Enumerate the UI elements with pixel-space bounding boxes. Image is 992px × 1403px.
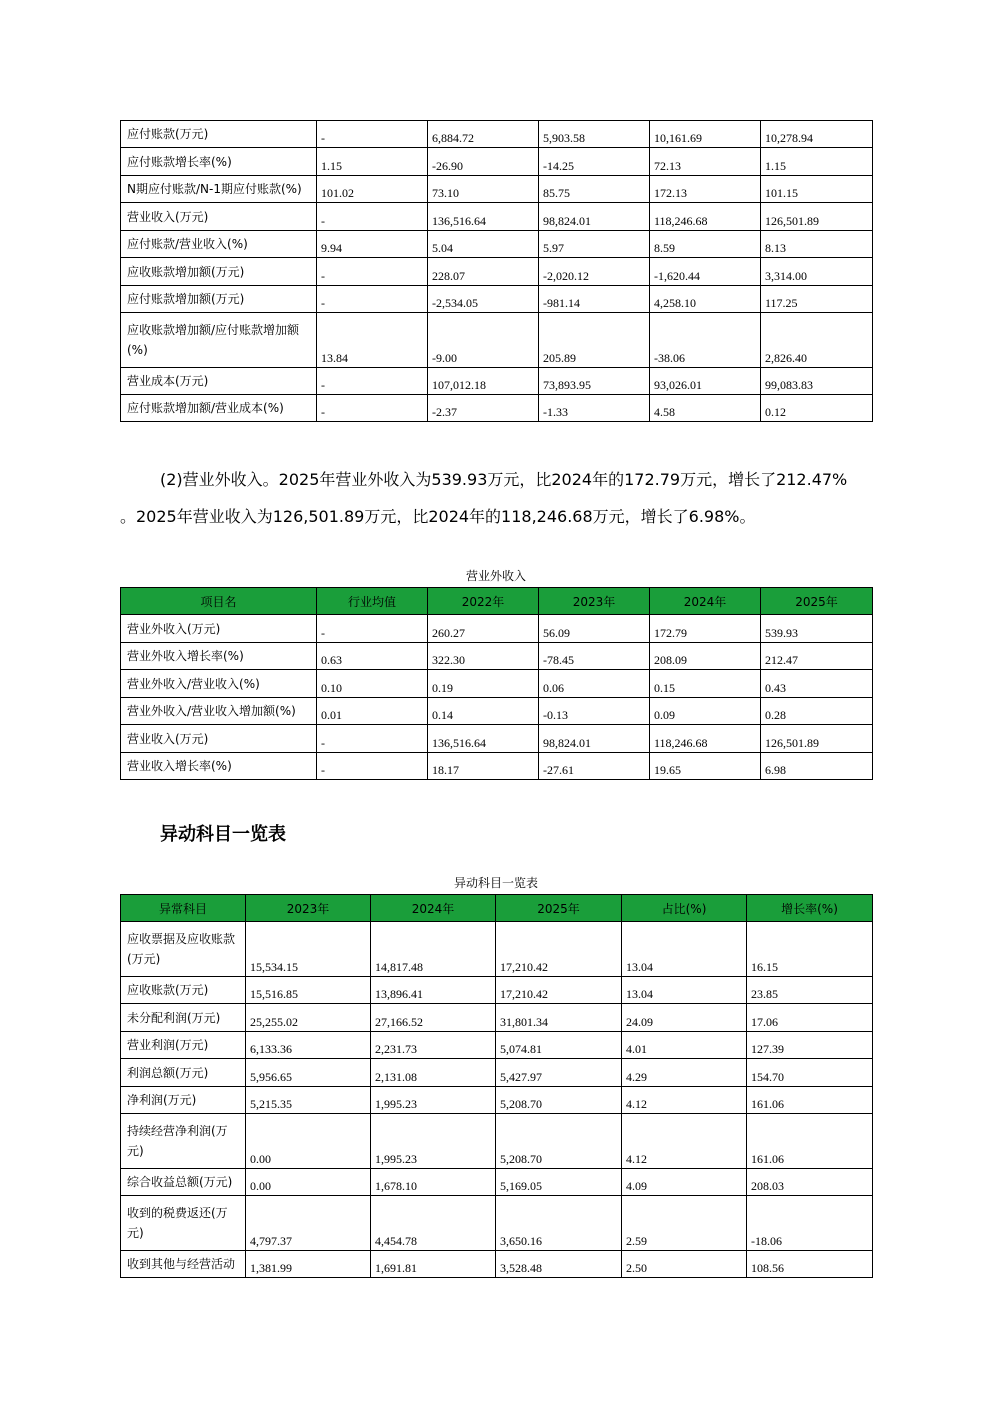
paragraph-line-1: (2)营业外收入。2025年营业外收入为539.93万元，比2024年的172.79万元，增长了212.47%	[160, 470, 848, 489]
table-cell: 5,215.35	[246, 1087, 371, 1114]
table-cell: 18.17	[428, 753, 539, 780]
table-cell: 107,012.18	[428, 368, 539, 395]
table-cell: 13.84	[317, 313, 428, 368]
table-cell: 0.10	[317, 670, 428, 698]
table-row	[121, 258, 873, 286]
table-row	[121, 670, 873, 698]
table-cell: 4.12	[622, 1087, 747, 1114]
table-cell: 85.75	[539, 176, 650, 203]
table2-caption: 营业外收入	[465, 569, 526, 583]
table3-caption: 异动科目一览表	[453, 876, 538, 890]
table-row	[121, 286, 873, 313]
row-label: 应付账款(万元)	[121, 121, 317, 148]
table-cell: 72.13	[650, 148, 761, 176]
table-cell: 73.10	[428, 176, 539, 203]
table-cell: 1,995.23	[371, 1114, 496, 1169]
row-label: 净利润(万元)	[121, 1087, 246, 1114]
table-cell: 0.28	[761, 698, 873, 725]
table-cell: 0.63	[317, 643, 428, 670]
table-row	[121, 698, 873, 725]
table-cell: -	[317, 615, 428, 643]
table-cell: 73,893.95	[539, 368, 650, 395]
table-cell: 136,516.64	[428, 725, 539, 753]
table-cell: 17,210.42	[496, 922, 622, 977]
table-row	[121, 395, 873, 422]
table-cell: 4,454.78	[371, 1196, 496, 1251]
table-cell: 16.15	[747, 922, 873, 977]
table-row	[121, 203, 873, 231]
table-cell: 4,797.37	[246, 1196, 371, 1251]
table-cell: 1.15	[761, 148, 873, 176]
row-label: N期应付账款/N-1期应付账款(%)	[121, 176, 317, 203]
table-cell: 0.43	[761, 670, 873, 698]
table-cell: 0.14	[428, 698, 539, 725]
table-cell: 17.06	[747, 1004, 873, 1032]
table-cell: -	[317, 368, 428, 395]
table-cell: 118,246.68	[650, 203, 761, 231]
table-cell: 117.25	[761, 286, 873, 313]
table-row	[121, 977, 873, 1004]
row-label: 营业收入(万元)	[121, 203, 317, 231]
table-cell: 0.12	[761, 395, 873, 422]
table-cell: -18.06	[747, 1196, 873, 1251]
table-cell: -2.37	[428, 395, 539, 422]
table-cell: 5,074.81	[496, 1032, 622, 1059]
table-cell: -0.13	[539, 698, 650, 725]
row-label: 收到的税费返还(万元)	[121, 1196, 246, 1251]
table-nonoperating-income	[120, 587, 873, 780]
table-row	[121, 368, 873, 395]
row-label: 应收票据及应收账款(万元)	[121, 922, 246, 977]
table-cell: 27,166.52	[371, 1004, 496, 1032]
column-header: 2025年	[761, 588, 873, 615]
table-cell: -	[317, 258, 428, 286]
table-row	[121, 753, 873, 780]
table-cell: 0.09	[650, 698, 761, 725]
table-cell: 3,314.00	[761, 258, 873, 286]
table-cell: 2,826.40	[761, 313, 873, 368]
table-cell: 0.00	[246, 1114, 371, 1169]
table-cell: 172.13	[650, 176, 761, 203]
table-cell: 205.89	[539, 313, 650, 368]
row-label: 持续经营净利润(万元)	[121, 1114, 246, 1169]
table-row	[121, 1251, 873, 1278]
table-cell: 5.04	[428, 231, 539, 258]
table-cell: -	[317, 121, 428, 148]
table-cell: 0.01	[317, 698, 428, 725]
column-header: 2022年	[428, 588, 539, 615]
table-cell: 1,995.23	[371, 1087, 496, 1114]
table-cell: 2,131.08	[371, 1059, 496, 1087]
table-cell: 108.56	[747, 1251, 873, 1278]
row-label: 应收账款(万元)	[121, 977, 246, 1004]
row-label: 应收账款增加额(万元)	[121, 258, 317, 286]
table-cell: 0.19	[428, 670, 539, 698]
table-cell: 13.04	[622, 977, 747, 1004]
table-cell: 4.01	[622, 1032, 747, 1059]
column-header: 增长率(%)	[747, 895, 873, 922]
table-cell: -981.14	[539, 286, 650, 313]
table-cell: -2,020.12	[539, 258, 650, 286]
table-cell: 5,903.58	[539, 121, 650, 148]
table-cell: 5,427.97	[496, 1059, 622, 1087]
table-cell: 172.79	[650, 615, 761, 643]
table-cell: 154.70	[747, 1059, 873, 1087]
table-cell: 2.50	[622, 1251, 747, 1278]
table-cell: 2,231.73	[371, 1032, 496, 1059]
table-row	[121, 725, 873, 753]
table-row	[121, 1196, 873, 1251]
table-cell: 9.94	[317, 231, 428, 258]
table-cell: 136,516.64	[428, 203, 539, 231]
table-cell: 4.29	[622, 1059, 747, 1087]
row-label: 应付账款增加额/营业成本(%)	[121, 395, 317, 422]
table-cell: 260.27	[428, 615, 539, 643]
table-cell: 0.15	[650, 670, 761, 698]
table-cell: 101.02	[317, 176, 428, 203]
table-row	[121, 231, 873, 258]
table-cell: 56.09	[539, 615, 650, 643]
table-cell: 539.93	[761, 615, 873, 643]
table-cell: 98,824.01	[539, 725, 650, 753]
table-cell: 4,258.10	[650, 286, 761, 313]
table-cell: 4.12	[622, 1114, 747, 1169]
row-label: 应付账款增加额(万元)	[121, 286, 317, 313]
table-cell: 1,691.81	[371, 1251, 496, 1278]
table-row	[121, 1032, 873, 1059]
table-cell: 93,026.01	[650, 368, 761, 395]
table-header-row	[121, 588, 873, 615]
table-row	[121, 121, 873, 148]
table-cell: 127.39	[747, 1032, 873, 1059]
table-cell: 5,208.70	[496, 1114, 622, 1169]
table-cell: -	[317, 203, 428, 231]
table-cell: 118,246.68	[650, 725, 761, 753]
table-cell: 4.58	[650, 395, 761, 422]
row-label: 应付账款/营业收入(%)	[121, 231, 317, 258]
table-cell: 6.98	[761, 753, 873, 780]
row-label: 营业外收入/营业收入(%)	[121, 670, 317, 698]
table-cell: 14,817.48	[371, 922, 496, 977]
table-cell: 98,824.01	[539, 203, 650, 231]
row-label: 营业利润(万元)	[121, 1032, 246, 1059]
table-row	[121, 615, 873, 643]
table-row	[121, 1169, 873, 1196]
table-cell: 208.09	[650, 643, 761, 670]
table-cell: 23.85	[747, 977, 873, 1004]
table-cell: 6,884.72	[428, 121, 539, 148]
row-label: 综合收益总额(万元)	[121, 1169, 246, 1196]
table-cell: 5,169.05	[496, 1169, 622, 1196]
table-cell: 24.09	[622, 1004, 747, 1032]
table-cell: 17,210.42	[496, 977, 622, 1004]
table-cell: 161.06	[747, 1087, 873, 1114]
table-cell: 1,381.99	[246, 1251, 371, 1278]
row-label: 收到其他与经营活动	[121, 1251, 246, 1278]
row-label: 营业成本(万元)	[121, 368, 317, 395]
row-label: 应付账款增长率(%)	[121, 148, 317, 176]
row-label: 利润总额(万元)	[121, 1059, 246, 1087]
table-cell: 8.13	[761, 231, 873, 258]
table-cell: 2.59	[622, 1196, 747, 1251]
table-row	[121, 643, 873, 670]
table-cell: 15,516.85	[246, 977, 371, 1004]
table-row	[121, 176, 873, 203]
table-cell: -9.00	[428, 313, 539, 368]
table-row	[121, 922, 873, 977]
table-cell: 4.09	[622, 1169, 747, 1196]
table-cell: 19.65	[650, 753, 761, 780]
table-cell: 5,956.65	[246, 1059, 371, 1087]
table-cell: 10,278.94	[761, 121, 873, 148]
table-cell: 1,678.10	[371, 1169, 496, 1196]
table-row	[121, 1004, 873, 1032]
column-header: 2023年	[539, 588, 650, 615]
table-cell: 25,255.02	[246, 1004, 371, 1032]
table-cell: 161.06	[747, 1114, 873, 1169]
table-cell: 15,534.15	[246, 922, 371, 977]
table-cell: 126,501.89	[761, 725, 873, 753]
table-cell: -14.25	[539, 148, 650, 176]
table-cell: -1,620.44	[650, 258, 761, 286]
table-cell: 5,208.70	[496, 1087, 622, 1114]
table-cell: -78.45	[539, 643, 650, 670]
paragraph-nonoperating-income	[120, 461, 880, 535]
table-cell: -2,534.05	[428, 286, 539, 313]
row-label: 未分配利润(万元)	[121, 1004, 246, 1032]
table-cell: 322.30	[428, 643, 539, 670]
row-label: 营业外收入/营业收入增加额(%)	[121, 698, 317, 725]
column-header: 2024年	[650, 588, 761, 615]
table-cell: 101.15	[761, 176, 873, 203]
column-header: 2024年	[371, 895, 496, 922]
row-label: 营业外收入(万元)	[121, 615, 317, 643]
column-header: 2025年	[496, 895, 622, 922]
row-label: 营业外收入增长率(%)	[121, 643, 317, 670]
table-abnormal-accounts	[120, 894, 873, 1278]
column-header: 异常科目	[121, 895, 246, 922]
table-row	[121, 148, 873, 176]
table-cell: -	[317, 395, 428, 422]
table-cell: 8.59	[650, 231, 761, 258]
column-header: 占比(%)	[622, 895, 747, 922]
table-cell: 212.47	[761, 643, 873, 670]
table-cell: 3,528.48	[496, 1251, 622, 1278]
table-accounts-payable	[120, 120, 873, 422]
row-label: 营业收入(万元)	[121, 725, 317, 753]
column-header: 行业均值	[317, 588, 428, 615]
table-cell: -38.06	[650, 313, 761, 368]
row-label: 应收账款增加额/应付账款增加额(%)	[121, 313, 317, 368]
table-cell: 3,650.16	[496, 1196, 622, 1251]
table-cell: -27.61	[539, 753, 650, 780]
table-cell: 0.06	[539, 670, 650, 698]
table-cell: 5.97	[539, 231, 650, 258]
table-cell: 13,896.41	[371, 977, 496, 1004]
table-cell: 99,083.83	[761, 368, 873, 395]
table-cell: -	[317, 286, 428, 313]
section-heading: 异动科目一览表	[160, 824, 286, 845]
table-cell: 208.03	[747, 1169, 873, 1196]
paragraph-line-2: 。2025年营业收入为126,501.89万元，比2024年的118,246.68万元，增长了6.98%。	[120, 507, 756, 526]
table-row	[121, 1087, 873, 1114]
table-cell: -26.90	[428, 148, 539, 176]
table-cell: 6,133.36	[246, 1032, 371, 1059]
row-label: 营业收入增长率(%)	[121, 753, 317, 780]
table-cell: 31,801.34	[496, 1004, 622, 1032]
table-cell: 13.04	[622, 922, 747, 977]
table-header-row	[121, 895, 873, 922]
table-cell: -	[317, 753, 428, 780]
table-cell: 228.07	[428, 258, 539, 286]
column-header: 2023年	[246, 895, 371, 922]
table-row	[121, 313, 873, 368]
table-cell: -	[317, 725, 428, 753]
table-row	[121, 1114, 873, 1169]
table-cell: 10,161.69	[650, 121, 761, 148]
table-cell: 126,501.89	[761, 203, 873, 231]
column-header: 项目名	[121, 588, 317, 615]
table-cell: 0.00	[246, 1169, 371, 1196]
table-cell: -1.33	[539, 395, 650, 422]
table-row	[121, 1059, 873, 1087]
table-cell: 1.15	[317, 148, 428, 176]
